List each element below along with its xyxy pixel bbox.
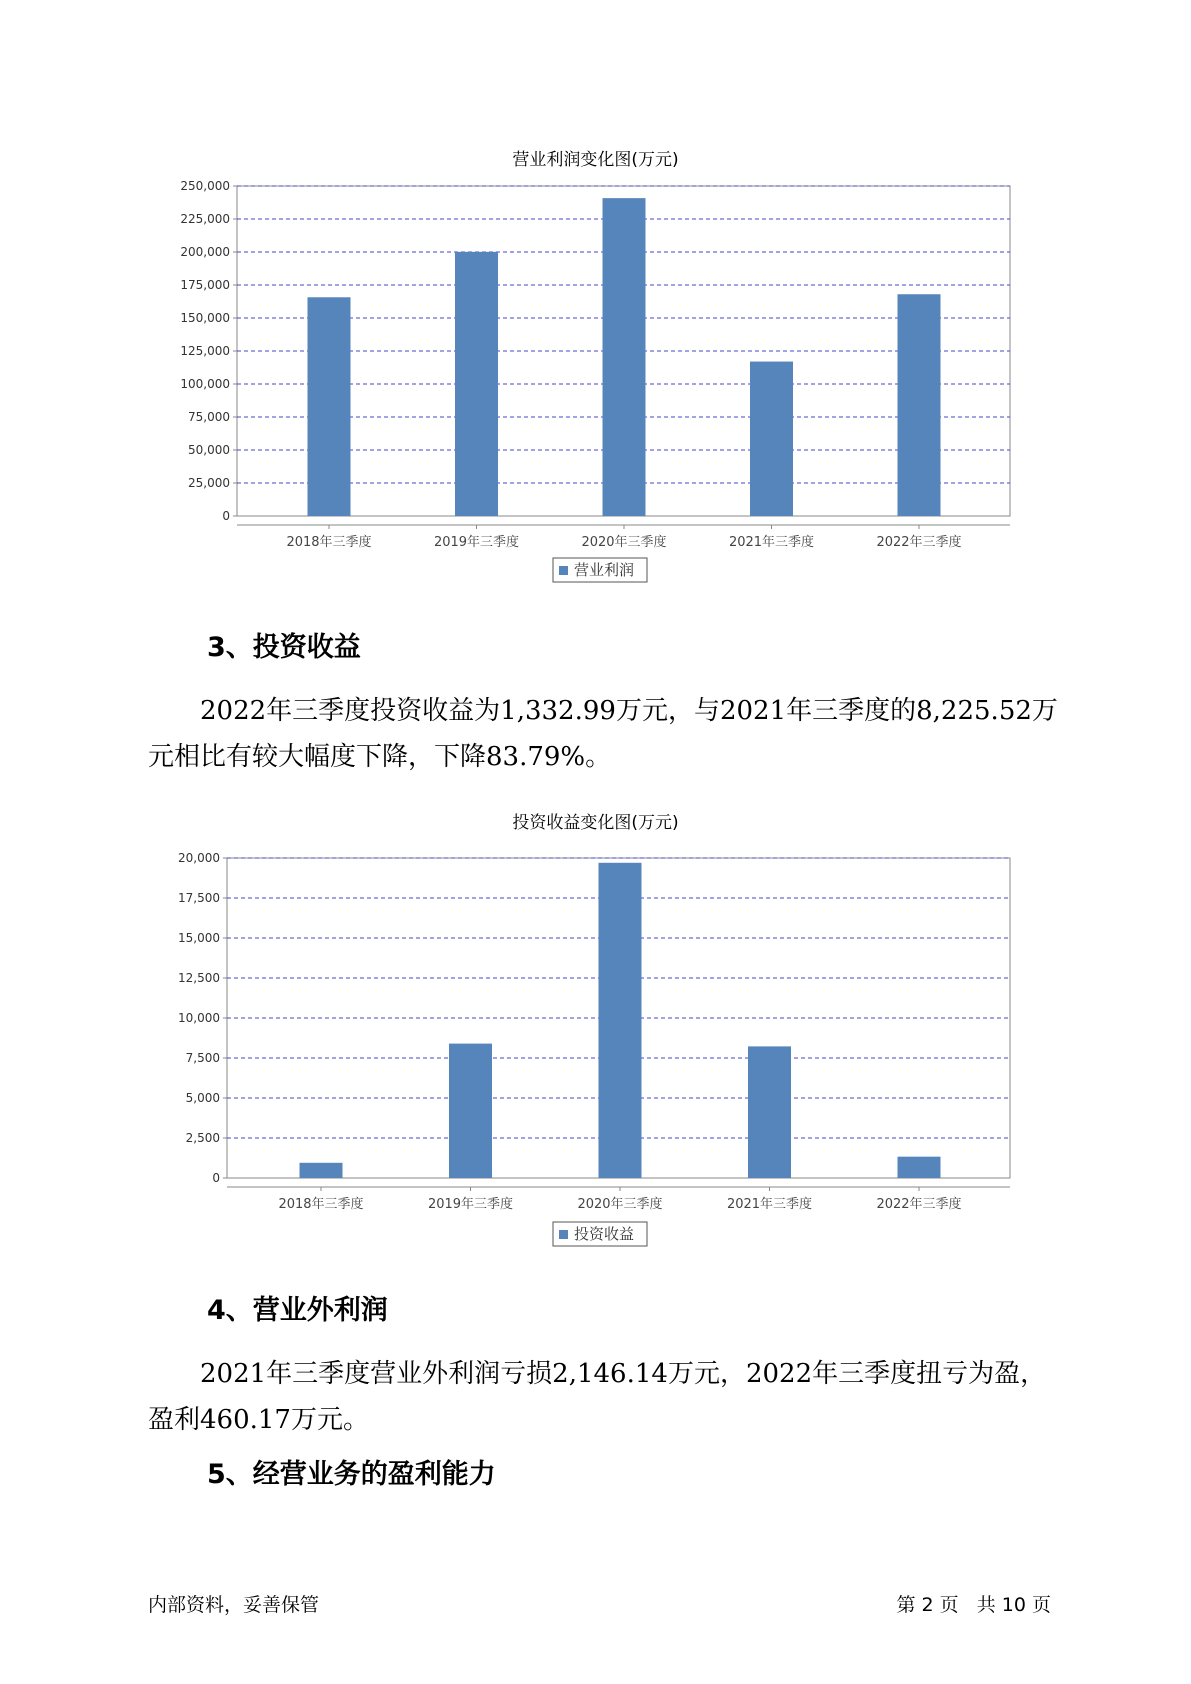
- y-tick-label: 20,000: [178, 851, 220, 865]
- legend: [553, 1222, 647, 1246]
- y-tick-label: 175,000: [180, 278, 230, 292]
- y-tick-label: 17,500: [178, 891, 220, 905]
- footer-page-number: 第 2 页 共 10 页: [896, 1594, 1051, 1616]
- bar: [308, 297, 351, 516]
- bar: [603, 198, 646, 516]
- y-tick-label: 0: [212, 1171, 220, 1185]
- y-tick-label: 125,000: [180, 344, 230, 358]
- x-tick-label: 2020年三季度: [577, 1197, 663, 1212]
- x-tick-label: 2019年三季度: [427, 1197, 514, 1212]
- y-tick-label: 5,000: [185, 1091, 220, 1105]
- y-tick-label: 10,000: [178, 1011, 220, 1025]
- legend: [553, 558, 647, 582]
- legend-label: 投资收益: [574, 1225, 635, 1243]
- y-tick-label: 200,000: [180, 245, 230, 259]
- y-tick-label: 75,000: [188, 410, 230, 424]
- y-tick-label: 12,500: [178, 971, 220, 985]
- bar: [599, 863, 642, 1178]
- y-tick-label: 100,000: [180, 377, 230, 391]
- x-tick-label: 2021年三季度: [726, 1197, 813, 1212]
- bar: [898, 1157, 941, 1178]
- chart-title-operating-profit: 营业利润变化图(万元): [512, 150, 679, 170]
- bar: [750, 362, 793, 516]
- y-tick-label: 25,000: [188, 476, 230, 490]
- bar: [748, 1046, 791, 1178]
- x-tick-label: 2021年三季度: [728, 535, 815, 550]
- section-heading-investment-income: 3、投资收益: [207, 632, 361, 663]
- y-tick-label: 7,500: [185, 1051, 220, 1065]
- y-tick-label: 225,000: [180, 212, 230, 226]
- footer-confidential-note: 内部资料，妥善保管: [148, 1594, 320, 1616]
- x-tick-label: 2022年三季度: [876, 1197, 962, 1212]
- legend-swatch: [559, 566, 568, 575]
- x-tick-label: 2020年三季度: [581, 535, 667, 550]
- bar: [300, 1163, 343, 1178]
- y-tick-label: 0: [222, 509, 230, 523]
- bar: [455, 252, 498, 516]
- section-heading-non-operating-profit: 4、营业外利润: [207, 1295, 388, 1326]
- bar: [898, 294, 941, 516]
- legend-label: 营业利润: [574, 561, 635, 579]
- y-tick-label: 2,500: [185, 1131, 220, 1145]
- y-tick-label: 50,000: [188, 443, 230, 457]
- paragraph-non-operating-profit: 2021年三季度营业外利润亏损2,146.14万元，2022年三季度扭亏为盈，盈利460.17万元。: [148, 1359, 1047, 1435]
- chart-title-investment-income: 投资收益变化图(万元): [512, 813, 679, 833]
- bar: [449, 1044, 492, 1178]
- paragraph-investment-income: 2022年三季度投资收益为1,332.99万元，与2021年三季度的8,225.52万元相比有较大幅度下降，下降83.79%。: [148, 696, 1058, 772]
- y-tick-label: 15,000: [178, 931, 220, 945]
- x-tick-label: 2022年三季度: [876, 535, 962, 550]
- x-tick-label: 2018年三季度: [278, 1197, 364, 1212]
- investment-income-chart: [0, 834, 1191, 1254]
- section-heading-profitability: 5、经营业务的盈利能力: [207, 1459, 496, 1490]
- x-tick-label: 2018年三季度: [286, 535, 372, 550]
- y-tick-label: 150,000: [180, 311, 230, 325]
- operating-profit-chart: [0, 170, 1191, 590]
- legend-swatch: [559, 1230, 568, 1239]
- x-tick-label: 2019年三季度: [433, 535, 520, 550]
- y-tick-label: 250,000: [180, 179, 230, 193]
